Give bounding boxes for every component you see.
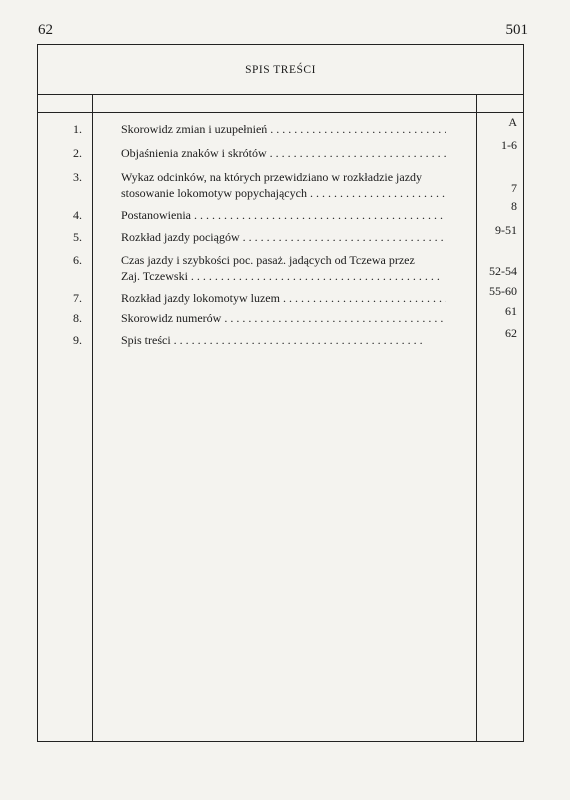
page-title: SPIS TREŚCI bbox=[38, 45, 523, 95]
toc-entry bbox=[38, 304, 523, 332]
entry-number: 1. bbox=[73, 122, 82, 136]
entry-title bbox=[121, 290, 446, 306]
entry-line: Skorowidz zmian i uzupełnień . . . bbox=[121, 121, 446, 137]
entry-line: Zaj. Tczewski . . . bbox=[121, 268, 446, 284]
entry-page: 8 bbox=[511, 199, 517, 213]
entry-page: A bbox=[508, 115, 517, 129]
column-header-row bbox=[38, 94, 523, 113]
entry-line: stosowanie lokomotyw popychających . . . bbox=[121, 185, 446, 201]
entry-page: 55-60 bbox=[489, 284, 517, 298]
entry-number: 3. bbox=[73, 170, 82, 184]
entry-number: 8. bbox=[73, 311, 82, 325]
entry-page: 1-6 bbox=[501, 138, 517, 152]
entry-line: Rozkład jazdy lokomotyw luzem . . . bbox=[121, 290, 446, 306]
toc-entry bbox=[38, 252, 523, 290]
entry-line: Wykaz odcinków, na których przewidziano w rozkładzie jazdy bbox=[121, 170, 423, 184]
entry-number: 7. bbox=[73, 291, 82, 305]
entry-page: 9-51 bbox=[495, 223, 517, 237]
entry-title bbox=[121, 145, 446, 161]
entry-title bbox=[121, 121, 446, 137]
toc-entry bbox=[38, 284, 523, 310]
toc-entry bbox=[38, 326, 523, 352]
entry-number: 4. bbox=[73, 208, 82, 222]
page-number-right: 501 bbox=[505, 22, 528, 38]
entry-number: 5. bbox=[73, 230, 82, 244]
entry-title bbox=[121, 252, 446, 284]
entry-title bbox=[121, 169, 446, 201]
entry-title bbox=[121, 332, 446, 348]
entry-number: 9. bbox=[73, 333, 82, 347]
toc-entry bbox=[38, 115, 523, 145]
toc-entry bbox=[38, 199, 523, 229]
entry-page: 61 bbox=[505, 304, 517, 318]
toc-entries bbox=[38, 115, 523, 352]
entry-number: 2. bbox=[73, 146, 82, 160]
entry-line: Postanowienia . . . bbox=[121, 207, 446, 223]
entry-page: 62 bbox=[505, 326, 517, 340]
entry-line: Objaśnienia znaków i skrótów . . . bbox=[121, 145, 446, 161]
entry-page: 7 bbox=[511, 181, 517, 195]
toc-entry bbox=[38, 138, 523, 169]
entry-line: Spis treści . . . bbox=[121, 332, 446, 348]
entry-page: 52-54 bbox=[489, 264, 517, 278]
entry-line: Skorowidz numerów . . . bbox=[121, 310, 446, 326]
entry-title bbox=[121, 229, 446, 245]
table-of-contents-frame bbox=[37, 44, 524, 742]
toc-entry bbox=[38, 223, 523, 252]
toc-entry bbox=[38, 169, 523, 207]
entry-title bbox=[121, 207, 446, 223]
page-number-left: 62 bbox=[38, 22, 53, 38]
entry-number: 6. bbox=[73, 253, 82, 267]
entry-line: Rozkład jazdy pociągów . . . bbox=[121, 229, 446, 245]
entry-title bbox=[121, 310, 446, 326]
entry-line: Czas jazdy i szybkości poc. pasaż. jadących od Tczewa przez bbox=[121, 253, 415, 267]
